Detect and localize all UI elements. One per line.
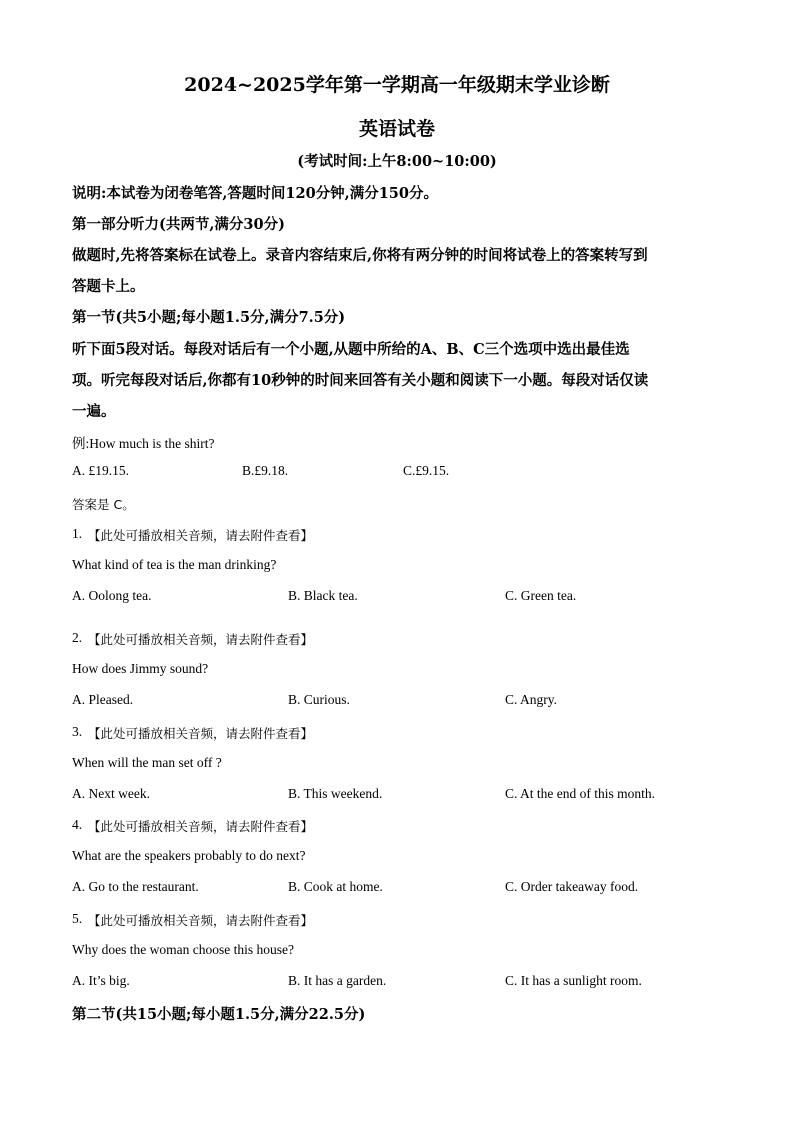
exam-time: (考试时间:上午8:00~10:00) <box>297 153 497 170</box>
question-number: 4. <box>72 817 83 832</box>
question-number: 2. <box>72 630 83 645</box>
instruction-line: 一遍。 <box>72 403 116 420</box>
instruction-line: 听下面5段对话。每段对话后有一个小题,从题中所给的A、B、C三个选项中选出最佳选 <box>72 341 630 358</box>
exam-explanation: 说明:本试卷为闭卷笔答,答题时间120分钟,满分150分。 <box>72 185 438 202</box>
option-c: C. Green tea. <box>505 588 577 603</box>
example-option-a: A. £19.15. <box>72 463 129 478</box>
option-a: A. It’s big. <box>72 973 130 988</box>
option-b: B. Black tea. <box>288 588 358 603</box>
question-text: When will the man set off ? <box>72 755 222 770</box>
instruction-line: 做题时,先将答案标在试卷上。录音内容结束后,你将有两分钟的时间将试卷上的答案转写到 <box>72 247 648 264</box>
section2-heading: 第二节(共15小题;每小题1.5分,满分22.5分) <box>72 1006 366 1023</box>
audio-placeholder: 【此处可播放相关音频，请去附件查看】 <box>88 528 314 543</box>
instruction-line: 项。听完每段对话后,你都有10秒钟的时间来回答有关小题和阅读下一小题。每段对话仅读 <box>72 372 649 389</box>
question-number: 3. <box>72 724 83 739</box>
audio-placeholder: 【此处可播放相关音频，请去附件查看】 <box>88 913 314 928</box>
section1-heading: 第一节(共5小题;每小题1.5分,满分7.5分) <box>72 309 346 326</box>
question-text: How does Jimmy sound? <box>72 661 209 676</box>
option-b: B. Cook at home. <box>288 879 383 894</box>
option-a: A. Pleased. <box>72 692 134 707</box>
example-question: 例:How much is the shirt? <box>72 436 215 451</box>
audio-placeholder: 【此处可播放相关音频，请去附件查看】 <box>88 726 314 741</box>
option-a: A. Next week. <box>72 786 150 801</box>
question-number: 5. <box>72 911 83 926</box>
option-a: A. Go to the restaurant. <box>72 879 199 894</box>
audio-placeholder: 【此处可播放相关音频，请去附件查看】 <box>88 632 314 647</box>
example-option-b: B.£9.18. <box>242 463 289 478</box>
example-answer: 答案是 C。 <box>72 497 135 512</box>
exam-title: 2024~2025学年第一学期高一年级期末学业诊断 <box>184 74 610 96</box>
option-a: A. Oolong tea. <box>72 588 152 603</box>
question-text: What kind of tea is the man drinking? <box>72 557 277 572</box>
exam-subject: 英语试卷 <box>358 118 435 140</box>
option-b: B. This weekend. <box>288 786 383 801</box>
option-c: C. Angry. <box>505 692 558 707</box>
question-text: Why does the woman choose this house? <box>72 942 294 957</box>
option-b: B. Curious. <box>288 692 350 707</box>
option-c: C. At the end of this month. <box>505 786 655 801</box>
option-c: C. Order takeaway food. <box>505 879 639 894</box>
audio-placeholder: 【此处可播放相关音频，请去附件查看】 <box>88 819 314 834</box>
option-b: B. It has a garden. <box>288 973 387 988</box>
part1-heading: 第一部分听力(共两节,满分30分) <box>72 216 285 233</box>
example-option-c: C.£9.15. <box>403 463 450 478</box>
instruction-line: 答题卡上。 <box>72 278 145 295</box>
question-number: 1. <box>72 526 83 541</box>
option-c: C. It has a sunlight room. <box>505 973 642 988</box>
question-text: What are the speakers probably to do next? <box>72 848 306 863</box>
